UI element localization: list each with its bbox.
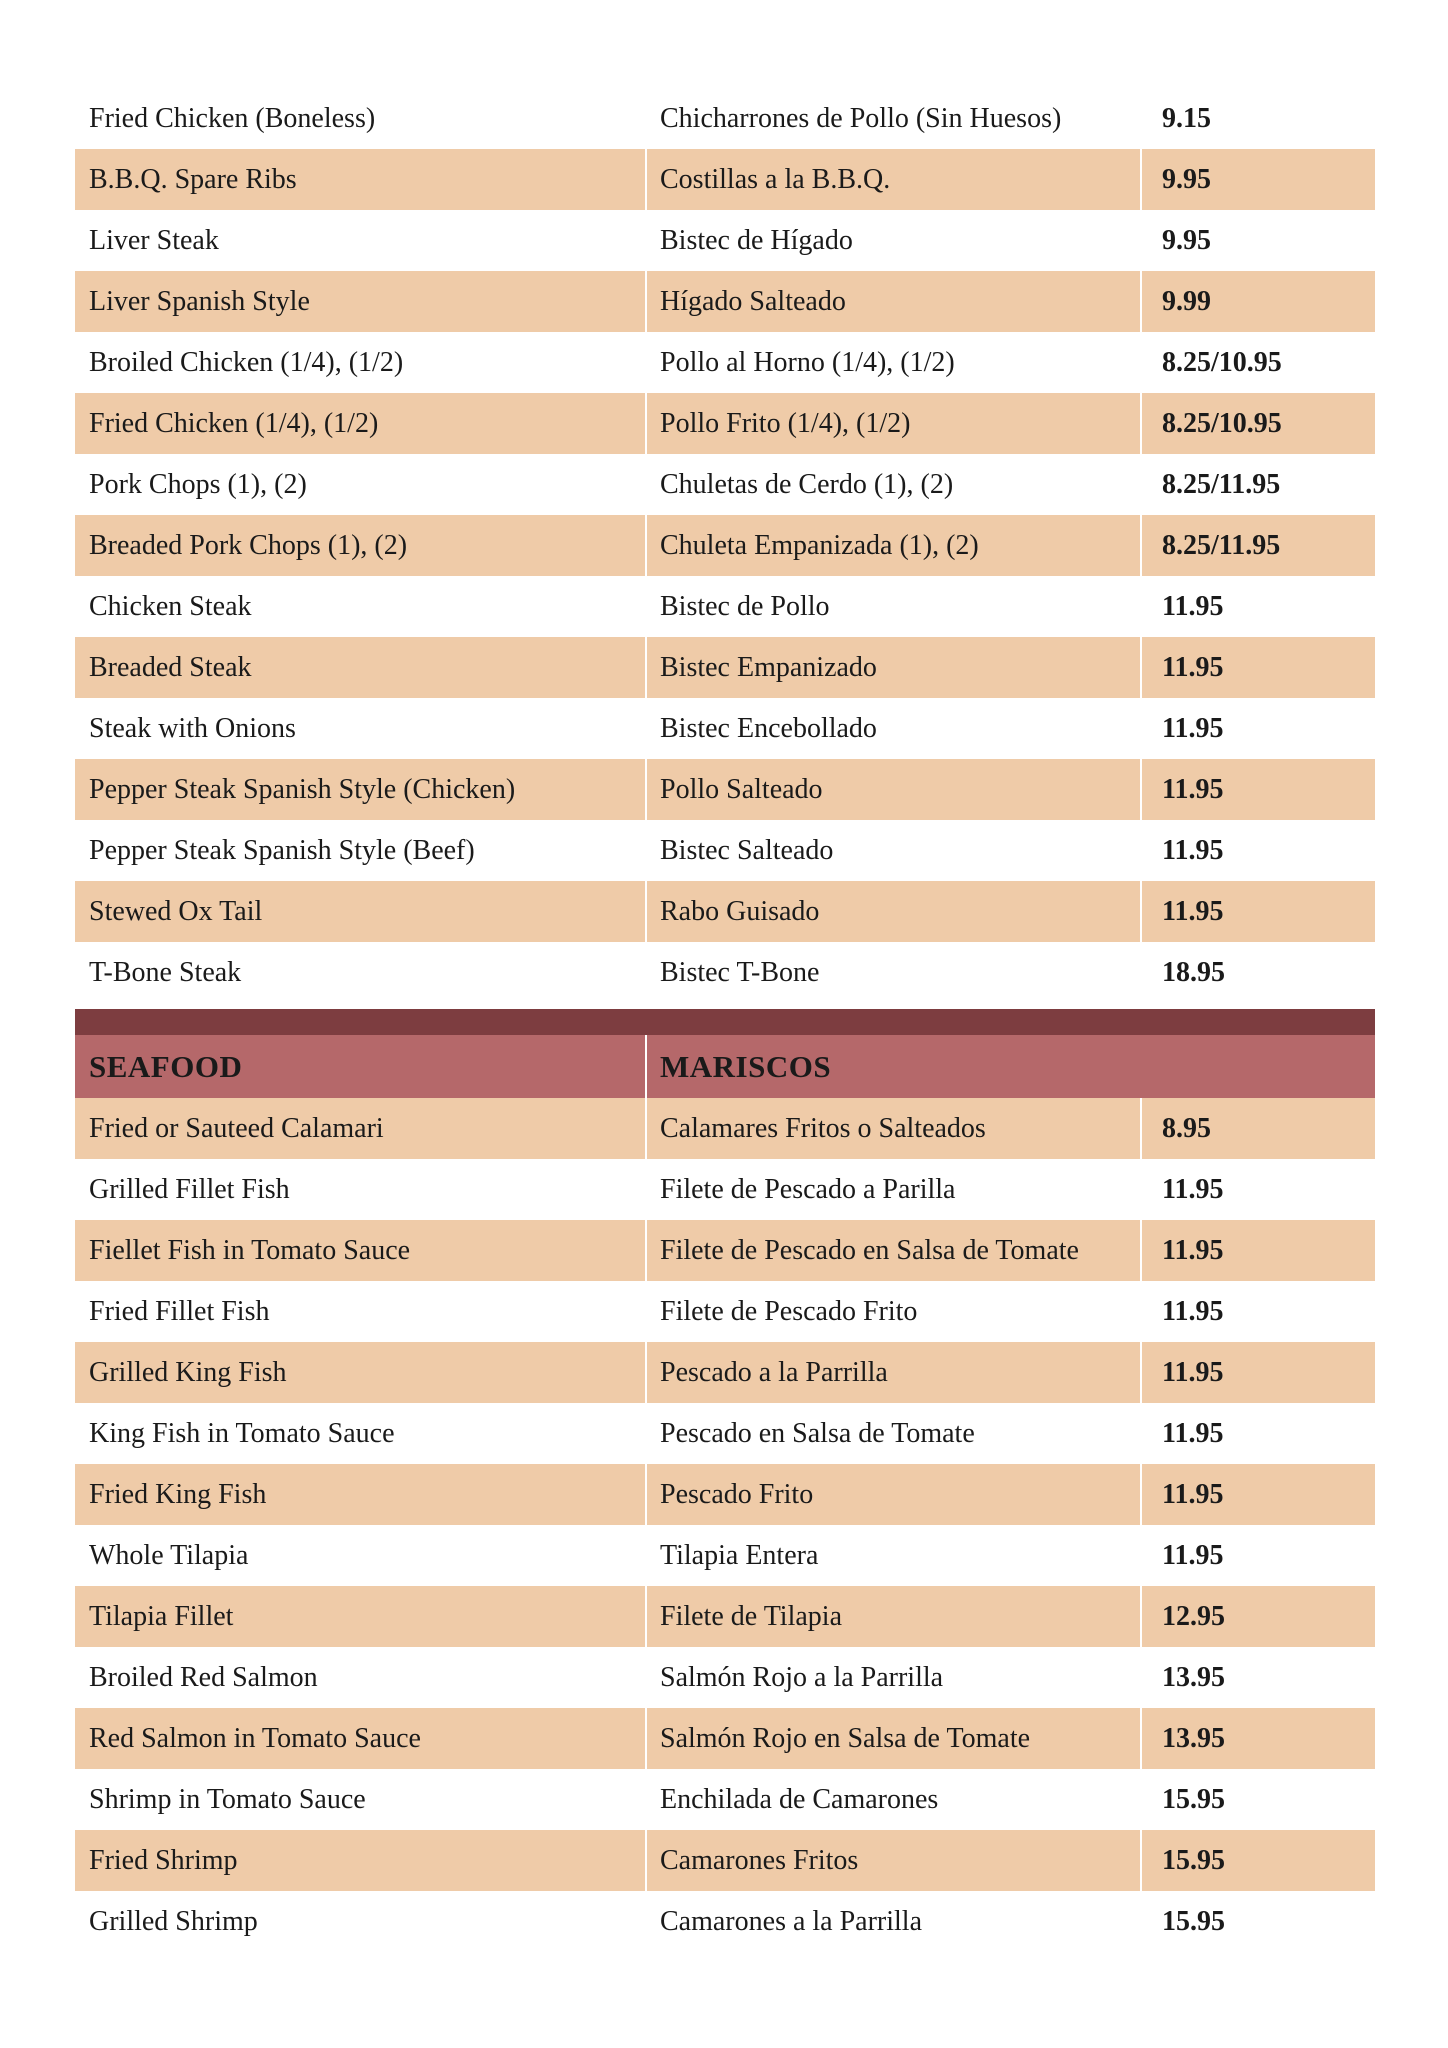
menu-row (75, 1220, 1375, 1281)
item-name-es: Pescado Frito (647, 1464, 1142, 1525)
menu-row (75, 881, 1375, 942)
menu-row (75, 515, 1375, 576)
item-price: 9.99 (1162, 285, 1211, 317)
section-divider (75, 1009, 1375, 1035)
item-name-en: Broiled Red Salmon (89, 1661, 318, 1693)
item-name-en: Tilapia Fillet (75, 1586, 647, 1647)
item-name-en: Shrimp in Tomato Sauce (89, 1783, 366, 1815)
item-name-es: Pollo Salteado (647, 759, 1142, 820)
item-name-en: Pepper Steak Spanish Style (Chicken) (75, 759, 647, 820)
item-name-en: Red Salmon in Tomato Sauce (75, 1708, 647, 1769)
item-name-en: Fried Chicken (1/4), (1/2) (75, 393, 647, 454)
menu-row (75, 1647, 1375, 1708)
item-name-en: Broiled Chicken (1/4), (1/2) (89, 346, 404, 378)
seafood-section (75, 1098, 1375, 1952)
item-name-es: Pollo Frito (1/4), (1/2) (647, 393, 1142, 454)
item-price: 11.95 (1162, 590, 1224, 622)
menu-row (75, 1525, 1375, 1586)
item-price: 11.95 (1162, 1539, 1224, 1571)
item-name-en: Fried Chicken (Boneless) (89, 102, 376, 134)
item-name-en: Fried King Fish (75, 1464, 647, 1525)
item-name-es: Tilapia Entera (660, 1539, 819, 1571)
item-name-es: Salmón Rojo en Salsa de Tomate (647, 1708, 1142, 1769)
item-price: 8.25/10.95 (1162, 407, 1282, 439)
item-name-en: Fried Shrimp (75, 1830, 647, 1891)
item-name-es: Pollo al Horno (1/4), (1/2) (660, 346, 955, 378)
item-name-en: T-Bone Steak (89, 956, 242, 988)
menu-row (75, 210, 1375, 271)
item-name-es: Enchilada de Camarones (660, 1783, 939, 1815)
item-price: 11.95 (1162, 1417, 1224, 1449)
menu-row (75, 698, 1375, 759)
item-name-es: Salmón Rojo a la Parrilla (660, 1661, 944, 1693)
menu-row (75, 1769, 1375, 1830)
item-name-es: Costillas a la B.B.Q. (647, 149, 1142, 210)
item-name-es: Bistec de Pollo (660, 590, 830, 622)
item-name-es: Bistec Encebollado (660, 712, 877, 744)
seafood-title-en: SEAFOOD (75, 1035, 647, 1098)
item-price: 11.95 (1162, 1234, 1224, 1266)
item-price: 11.95 (1162, 1295, 1224, 1327)
item-name-es: Camarones Fritos (647, 1830, 1142, 1891)
item-price: 13.95 (1162, 1661, 1225, 1693)
item-name-en: Fiellet Fish in Tomato Sauce (75, 1220, 647, 1281)
menu-row (75, 1830, 1375, 1891)
item-name-es: Filete de Pescado a Parilla (660, 1173, 956, 1205)
item-name-es: Filete de Pescado Frito (660, 1295, 918, 1327)
item-price: 9.95 (1162, 163, 1211, 195)
item-name-en: Breaded Pork Chops (1), (2) (75, 515, 647, 576)
item-name-en: B.B.Q. Spare Ribs (75, 149, 647, 210)
item-name-es: Pescado a la Parrilla (647, 1342, 1142, 1403)
item-price: 9.95 (1162, 224, 1211, 256)
item-name-en: Liver Spanish Style (75, 271, 647, 332)
item-name-es: Bistec de Hígado (660, 224, 853, 256)
item-price: 8.25/11.95 (1162, 529, 1281, 561)
item-name-es: Hígado Salteado (647, 271, 1142, 332)
menu-row (75, 1342, 1375, 1403)
item-price: 11.95 (1162, 1356, 1224, 1388)
item-name-en: Whole Tilapia (89, 1539, 249, 1571)
menu-row (75, 88, 1375, 149)
item-price: 15.95 (1162, 1783, 1225, 1815)
seafood-title-es: MARISCOS (660, 1048, 832, 1084)
menu-row (75, 1403, 1375, 1464)
item-price: 11.95 (1162, 651, 1224, 683)
item-price: 11.95 (1162, 1173, 1224, 1205)
item-price: 8.25/11.95 (1162, 468, 1281, 500)
menu-row (75, 942, 1375, 1003)
item-price: 11.95 (1162, 712, 1224, 744)
item-name-es: Bistec Salteado (660, 834, 834, 866)
item-name-en: Fried Fillet Fish (89, 1295, 270, 1327)
item-name-es: Rabo Guisado (647, 881, 1142, 942)
item-name-es: Bistec T-Bone (660, 956, 820, 988)
menu-row (75, 393, 1375, 454)
item-price: 11.95 (1162, 895, 1224, 927)
menu-row (75, 1708, 1375, 1769)
item-price: 18.95 (1162, 956, 1225, 988)
item-name-es: Calamares Fritos o Salteados (647, 1098, 1142, 1159)
item-price: 8.25/10.95 (1162, 346, 1282, 378)
menu-row (75, 1891, 1375, 1952)
item-name-en: Liver Steak (89, 224, 219, 256)
item-name-en: Chicken Steak (89, 590, 252, 622)
item-name-en: Stewed Ox Tail (75, 881, 647, 942)
item-name-es: Camarones a la Parrilla (660, 1905, 923, 1937)
menu-row (75, 1464, 1375, 1525)
menu-table (75, 88, 1375, 1952)
item-price: 13.95 (1162, 1722, 1225, 1754)
menu-row (75, 271, 1375, 332)
item-price: 11.95 (1162, 773, 1224, 805)
item-name-es: Pescado en Salsa de Tomate (660, 1417, 975, 1449)
item-name-es: Filete de Tilapia (647, 1586, 1142, 1647)
menu-row (75, 149, 1375, 210)
item-name-en: Steak with Onions (89, 712, 296, 744)
menu-row (75, 332, 1375, 393)
seafood-header (75, 1035, 1375, 1098)
item-name-en: Breaded Steak (75, 637, 647, 698)
entrees-section (75, 88, 1375, 1003)
menu-row (75, 576, 1375, 637)
item-name-es: Filete de Pescado en Salsa de Tomate (647, 1220, 1142, 1281)
menu-row (75, 1098, 1375, 1159)
item-name-es: Chuletas de Cerdo (1), (2) (660, 468, 954, 500)
item-name-en: Pepper Steak Spanish Style (Beef) (89, 834, 475, 866)
item-name-en: Fried or Sauteed Calamari (75, 1098, 647, 1159)
item-price: 11.95 (1162, 1478, 1224, 1510)
item-name-es: Chicharrones de Pollo (Sin Huesos) (660, 102, 1062, 134)
item-name-es: Bistec Empanizado (647, 637, 1142, 698)
menu-row (75, 1159, 1375, 1220)
item-price: 8.95 (1162, 1112, 1211, 1144)
item-price: 15.95 (1162, 1844, 1225, 1876)
item-price: 12.95 (1162, 1600, 1225, 1632)
menu-row (75, 637, 1375, 698)
item-price: 11.95 (1162, 834, 1224, 866)
menu-row (75, 1281, 1375, 1342)
item-name-en: Grilled Shrimp (89, 1905, 258, 1937)
item-name-en: King Fish in Tomato Sauce (89, 1417, 395, 1449)
item-name-en: Grilled Fillet Fish (89, 1173, 290, 1205)
item-price: 15.95 (1162, 1905, 1225, 1937)
item-name-en: Pork Chops (1), (2) (89, 468, 307, 500)
menu-row (75, 1586, 1375, 1647)
menu-row (75, 454, 1375, 515)
item-name-es: Chuleta Empanizada (1), (2) (647, 515, 1142, 576)
item-price: 9.15 (1162, 102, 1211, 134)
menu-row (75, 820, 1375, 881)
item-name-en: Grilled King Fish (75, 1342, 647, 1403)
menu-row (75, 759, 1375, 820)
